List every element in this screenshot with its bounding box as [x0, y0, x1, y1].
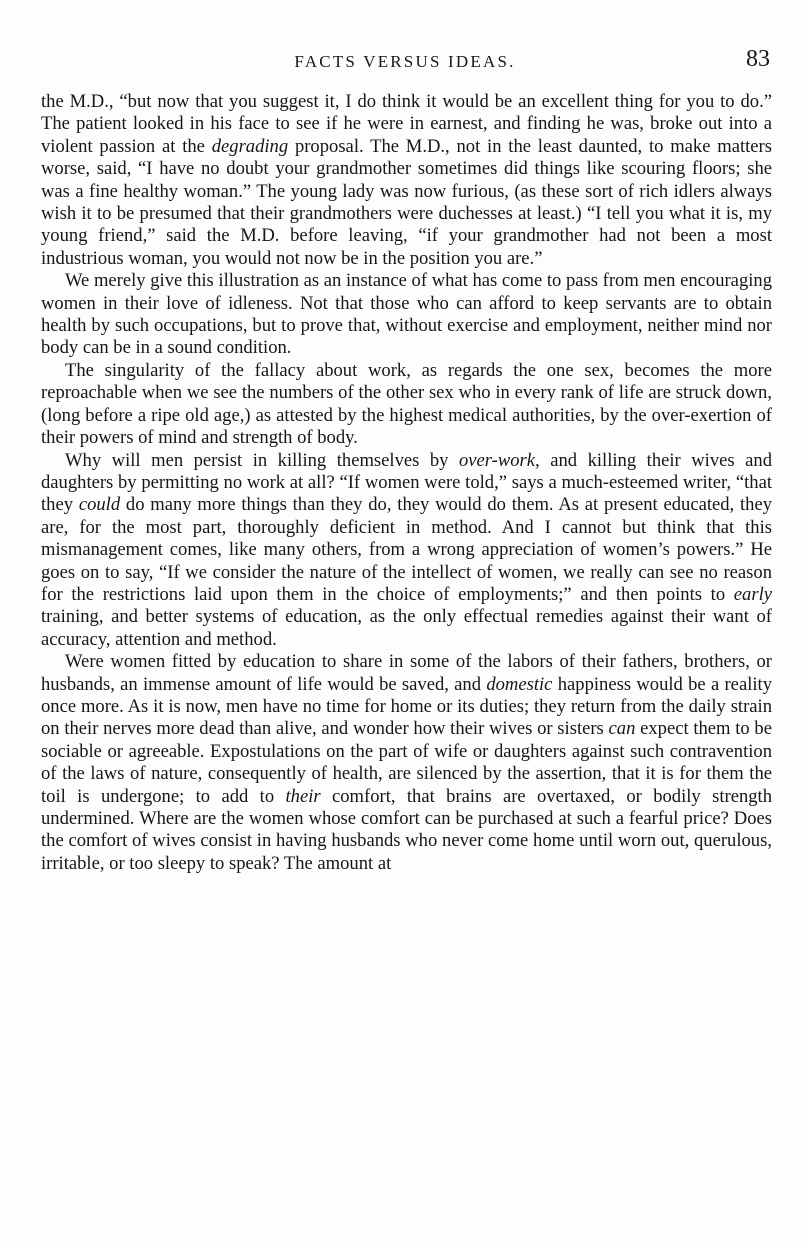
text-segment: the M.D., “but now that you suggest it, I do think it would be an excellent thing for you to do.” The patient looked in his face to see if he were in earnest, and finding he was, broke out into a violent passion at the: [41, 91, 772, 157]
text-segment: and killing their wives and daughters by permitting no work at all? “If women were told,” says a much-esteemed writer, “that they: [41, 449, 772, 516]
italic-text: domestic: [486, 673, 553, 695]
italic-text: can: [608, 718, 636, 740]
paragraph-5: [41, 651, 772, 875]
text-segment: Were women fitted by education to share in some of the labors of their fathers, brothers, or husbands, an immense amount of life would be saved, and: [41, 651, 772, 695]
paragraph-2: [41, 270, 772, 360]
paragraph-4: [41, 450, 772, 652]
italic-text: over-work,: [459, 449, 540, 471]
body-text: [41, 91, 772, 875]
text-segment: expect them to be sociable or agreeable. Expostulations on the part of wife or daughters against such contravention of the laws of nature, consequently of health, are silenced by the assertion, that it is for them the toil is undergone; to add to: [41, 718, 772, 807]
italic-text: could: [78, 494, 121, 516]
page-header: [40, 40, 770, 80]
text-segment: proposal. The M.D., not in the least daunted, to make matters worse, said, “I have no doubt your grandmother sometimes did things like scouring floors; she was a fine healthy woman.” The young lady was now furious, (as these sort of rich idlers always wish it to be presumed that their grandmothers were duchesses at least.) “I tell you what it is, my young friend,” said the M.D. before leaving, “if your grandmother had not been a most industrious woman, you would not now be in the position you are.”: [41, 135, 772, 269]
text-segment: The singularity of the fallacy about work, as regards the one sex, becomes the more reproachable when we see the numbers of the other sex who in every rank of life are struck down, (long before a ripe old age,) as attested by the highest medical authorities, by the over-exertion of their powers of mind and strength of body.: [41, 359, 772, 449]
page-number: 83: [746, 46, 770, 72]
italic-text: degrading: [211, 135, 289, 157]
text-segment: We merely give this illustration as an instance of what has come to pass from men encouraging women in their love of idleness. Not that those who can afford to keep servants are to obtain health by such occupations, but to prove that, without exercise and employment, neither mind nor body can be in a sound condition.: [41, 270, 772, 359]
running-title: FACTS VERSUS IDEAS.: [294, 52, 516, 71]
text-segment: comfort, that brains are overtaxed, or bodily strength undermined. Where are the women whose comfort can be purchased at such a fearful price? Does the comfort of wives consist in having husbands who never come home until worn out, querulous, irritable, or too sleepy to speak? The amount at: [41, 785, 773, 874]
paragraph-1: [41, 91, 772, 270]
text-segment: Why will men persist in killing themselves by: [65, 449, 459, 471]
text-segment: happiness would be a reality once more. As it is now, men have no time for home or its duties; they return from the daily strain on their nerves more dead than alive, and wonder how their wives or sisters: [41, 673, 772, 740]
italic-text: early: [733, 583, 772, 605]
italic-text: their: [285, 785, 321, 807]
text-segment: training, and better systems of education, as the only effectual remedies against their want of accuracy, attention and method.: [41, 606, 772, 650]
text-segment: do many more things than they do, they would do them. As at present educated, they are, for the most part, thoroughly deficient in method. And I cannot but think that this mismanagement comes, like many others, from a wrong appreciation of women’s powers.” He goes on to say, “If we consider the nature of the intellect of women, we really can see no reason for the restrictions laid upon them in the choice of employments;” and then points to: [41, 494, 772, 605]
paragraph-3: [41, 360, 772, 450]
